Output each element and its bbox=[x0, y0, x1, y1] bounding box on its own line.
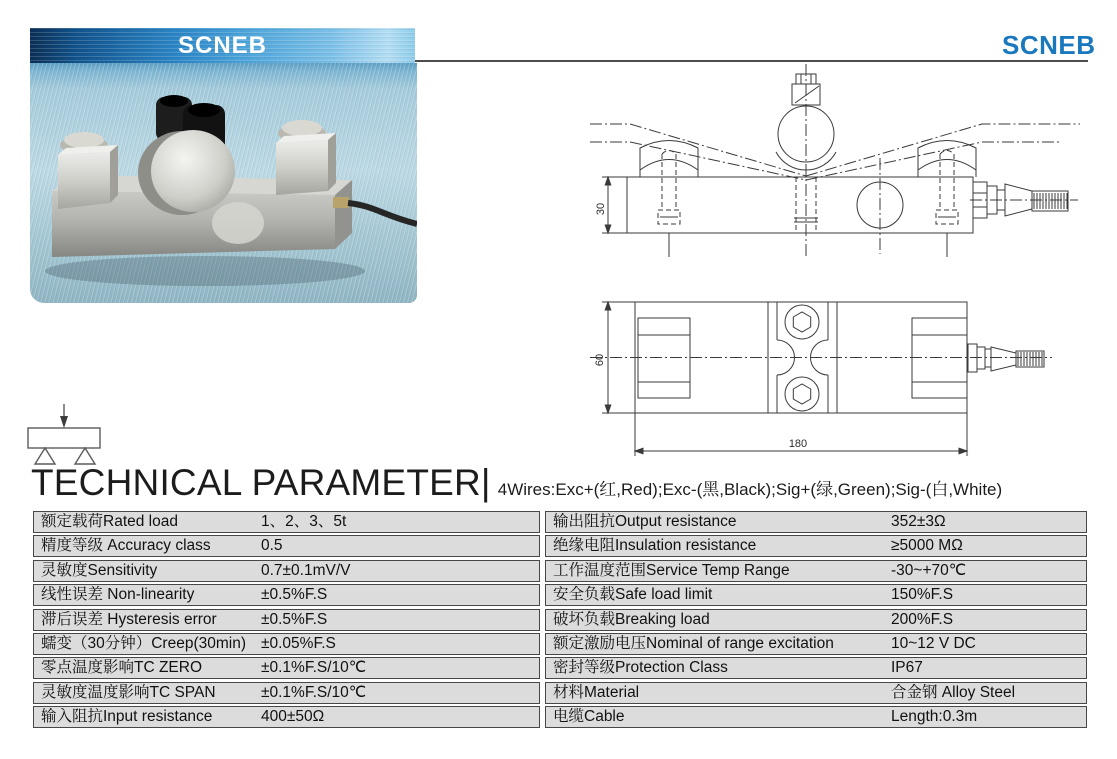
param-label: 材料Material bbox=[553, 683, 640, 701]
param-label: 输出阻抗Output resistance bbox=[553, 513, 737, 530]
table-row bbox=[33, 633, 540, 655]
param-label: 绝缘电阻Insulation resistance bbox=[553, 537, 757, 555]
right-saddle bbox=[918, 141, 976, 258]
table-row bbox=[545, 560, 1087, 582]
table-row bbox=[33, 657, 540, 679]
param-value: -30~+70℃ bbox=[891, 561, 967, 579]
param-label: 额定载荷Rated load bbox=[41, 513, 178, 530]
table-row bbox=[545, 706, 1087, 728]
table-row bbox=[33, 609, 540, 631]
banner-model-text: SCNEB bbox=[177, 31, 267, 59]
param-value: ±0.5%F.S bbox=[261, 586, 328, 604]
model-name-right: SCNEB bbox=[1002, 30, 1096, 60]
table-row bbox=[33, 584, 540, 606]
param-label: 工作温度范围Service Temp Range bbox=[553, 561, 790, 579]
product-shadow bbox=[45, 256, 365, 286]
wiring-note: 4Wires:Exc+(红,Red);Exc-(黑,Black);Sig+(绿,Green);Sig-(白,White) bbox=[497, 480, 1003, 499]
param-label: 额定激励电压Nominal of range excitation bbox=[553, 634, 834, 652]
table-row bbox=[545, 584, 1087, 606]
param-label: 蠕变（30分钟）Creep(30min) bbox=[41, 634, 246, 652]
dimension-label: 180 bbox=[788, 438, 808, 450]
param-value: 200%F.S bbox=[891, 610, 954, 628]
product-photo bbox=[30, 63, 417, 303]
param-value: 1、2、3、5t bbox=[261, 513, 347, 530]
param-value: 10~12 V DC bbox=[891, 634, 976, 652]
table-row bbox=[33, 560, 540, 582]
model-banner bbox=[30, 28, 415, 63]
param-label: 密封等级Protection Class bbox=[553, 659, 728, 677]
height-dimension bbox=[595, 177, 627, 233]
param-label: 零点温度影响TC ZERO bbox=[41, 659, 203, 677]
param-value: ±0.05%F.S bbox=[261, 634, 336, 652]
param-value: ±0.1%F.S/10℃ bbox=[261, 659, 367, 677]
table-row bbox=[545, 535, 1087, 557]
parameters-table-right bbox=[545, 511, 1087, 731]
param-value: Length:0.3m bbox=[891, 708, 978, 726]
load-diagram-icon bbox=[22, 400, 117, 468]
beam-outline bbox=[627, 177, 973, 233]
center-roller bbox=[138, 95, 235, 215]
dimension-label: 60 bbox=[594, 353, 606, 367]
section-title: TECHNICAL PARAMETER| bbox=[31, 462, 491, 503]
param-label: 安全负载Safe load limit bbox=[553, 586, 713, 604]
param-value: ±0.1%F.S/10℃ bbox=[261, 683, 367, 701]
section-heading bbox=[31, 462, 1002, 504]
load-arrow-head bbox=[60, 416, 68, 428]
param-value: IP67 bbox=[891, 659, 923, 677]
beam-bar bbox=[28, 428, 100, 448]
param-label: 灵敏度温度影响TC SPAN bbox=[41, 683, 216, 701]
param-value: 150%F.S bbox=[891, 586, 954, 604]
side-view-drawing bbox=[590, 62, 1080, 268]
table-row bbox=[545, 682, 1087, 704]
right-saddle-block bbox=[276, 120, 336, 195]
param-label: 线性误差 Non-linearity bbox=[41, 586, 195, 604]
param-label: 滞后误差 Hysteresis error bbox=[41, 610, 217, 628]
param-value: ≥5000 MΩ bbox=[891, 537, 963, 555]
table-row bbox=[545, 633, 1087, 655]
parameters-table-left bbox=[33, 511, 540, 731]
param-value: 0.7±0.1mV/V bbox=[261, 561, 351, 579]
param-value: 400±50Ω bbox=[261, 708, 325, 726]
param-value: 合金钢 Alloy Steel bbox=[891, 683, 1016, 701]
left-saddle-block bbox=[58, 132, 118, 209]
table-row bbox=[33, 682, 540, 704]
param-label: 精度等级 Accuracy class bbox=[41, 537, 211, 555]
param-label: 灵敏度Sensitivity bbox=[41, 561, 158, 579]
dimension-label: 30 bbox=[595, 202, 607, 216]
param-value: 352±3Ω bbox=[891, 513, 946, 530]
param-label: 电缆Cable bbox=[553, 708, 625, 726]
width-dimension bbox=[635, 413, 967, 456]
table-row bbox=[33, 535, 540, 557]
param-value: ±0.5%F.S bbox=[261, 610, 328, 628]
top-view-drawing bbox=[590, 282, 1080, 467]
table-row bbox=[545, 609, 1087, 631]
centerlines bbox=[590, 64, 1080, 258]
table-row bbox=[545, 657, 1087, 679]
table-row bbox=[33, 706, 540, 728]
table-row bbox=[33, 511, 540, 533]
load-cell-photo-illustration bbox=[30, 63, 417, 303]
left-saddle bbox=[640, 141, 698, 258]
table-row bbox=[545, 511, 1087, 533]
polished-spot bbox=[212, 202, 264, 244]
param-label: 破坏负载Breaking load bbox=[553, 610, 710, 628]
param-value: 0.5 bbox=[261, 537, 283, 555]
param-label: 输入阻抗Input resistance bbox=[41, 708, 213, 726]
